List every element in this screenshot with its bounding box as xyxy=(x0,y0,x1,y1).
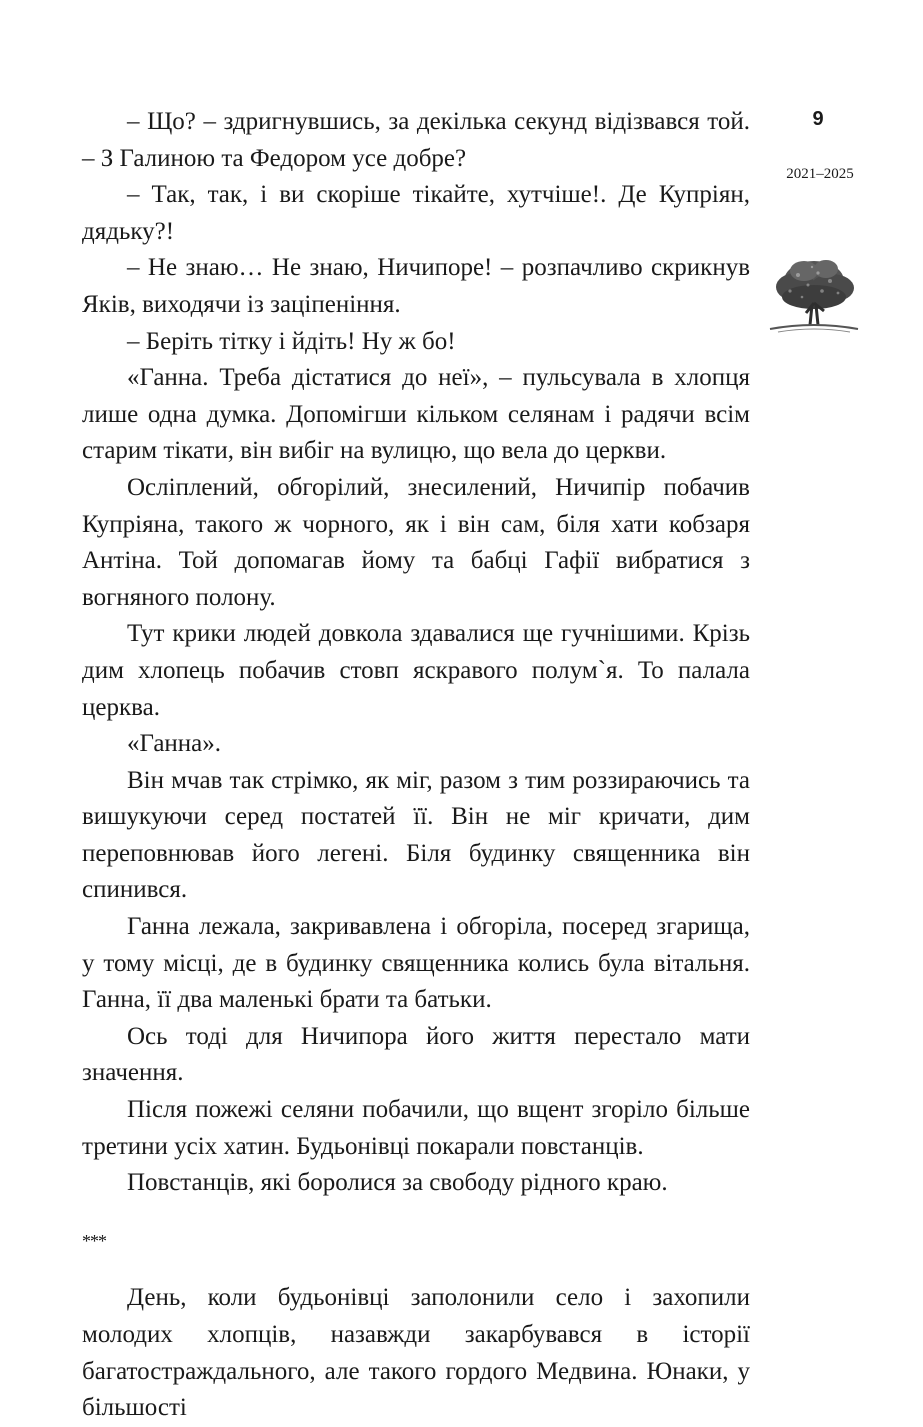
page-number: 9 xyxy=(812,108,824,130)
tree-icon xyxy=(768,255,860,335)
paragraph: – Що? – здригнувшись, за декілька секунд відізвався той. – З Галиною та Федором усе добре? xyxy=(82,108,750,172)
paragraph: – Не знаю… Не знаю, Ничипоре! – розпачливо скрикнув Яків, виходячи із заціпеніння. xyxy=(82,254,750,318)
paragraph: Він мчав так стрімко, як міг, разом з тим роззираючись та вишукуючи серед постатей її. Він не міг кричати, дим переповнював його легені. Біля будинку священника він спинився. xyxy=(82,766,750,904)
paragraph: Ганна лежала, закривавлена і обгоріла, посеред згарища, у тому місці, де в будинку священника колись була вітальня. Ганна, її два маленькі брати та батьки. xyxy=(82,913,750,1014)
paragraph: Повстанців, які боролися за свободу рідного краю. xyxy=(127,1169,668,1197)
page-years: 2021–2025 xyxy=(786,166,854,182)
main-text xyxy=(82,104,750,1427)
section-separator: *** xyxy=(82,1230,106,1251)
paragraph: «Ганна». xyxy=(127,730,222,758)
paragraph: Після пожежі селяни побачили, що вщент згоріло більше третини усіх хатин. Будьонівці покарали повстанців. xyxy=(82,1096,750,1160)
paragraph: Осліплений, обгорілий, знесилений, Ничипір побачив Купріяна, такого ж чорного, як і він сам, біля хати кобзаря Антіна. Той допомагав йому та бабці Гафії вибратися з вогняного полону. xyxy=(82,473,750,611)
paragraph: – Беріть тітку і йдіть! Ну ж бо! xyxy=(127,327,456,355)
paragraph: – Так, так, і ви скоріше тікайте, хутчіше!. Де Купріян, дядьку?! xyxy=(82,181,750,245)
paragraph: «Ганна. Треба дістатися до неї», – пульсувала в хлопця лише одна думка. Допомігши кільком селянам і радячи всім старим тікати, він вибіг на вулицю, що вела до церкви. xyxy=(82,364,750,465)
paragraph: Ось тоді для Ничипора його життя перестало мати значення. xyxy=(82,1022,750,1087)
paragraph: Тут крики людей довкола здавалися ще гучнішими. Крізь дим хлопець побачив стовп яскравого полум`я. То палала церква. xyxy=(82,620,750,721)
paragraph: День, коли будьонівці заполонили село і захопили молодих хлопців, назавжди закарбувався в історії багатостраждального, але такого гордого Медвина. Юнаки, у більшості xyxy=(82,1284,750,1422)
